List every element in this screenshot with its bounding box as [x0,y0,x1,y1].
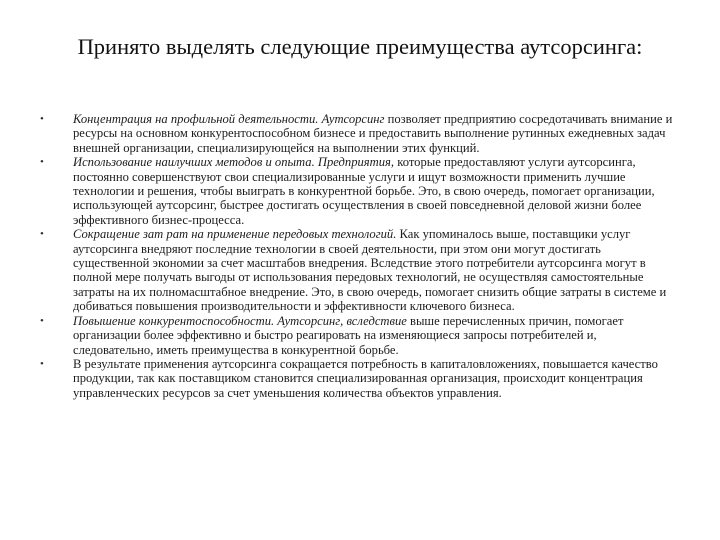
list-item-lead: Повышение конкурентоспособности. Аутсорсинг, вследствие [73,313,407,328]
list-item-text [73,357,673,400]
list-item-text [73,112,673,155]
list-item-body: Как упоминалось выше, поставщики услуг аутсорсинга внедряют последние технологии в своей деятельности, при этом они могут достигать существенной экономии за счет масштабов внедрения. Вследствие этого потребители аутсорсинга могут в полной мере получать выгоды от использования передовых технологий, не осуществляя самостоятельные затраты на их полномасштабное внедрение. Это, в свою очередь, помогает снизить общие затраты в системе и добиваться повышения производительности и эффективности ключевого бизнеса. [73,227,667,314]
advantages-list [40,112,700,400]
list-item-text [73,155,673,227]
list-item-body: которые предоставляют услуги аутсорсинга, постоянно совершенствуют свои специализированные услуги и ищут возможности применить лучшие технологии и решения, чтобы выиграть в конкурентной борьбе. Это, в свою очередь, помогает организации, использующей аутсорсинг, быстрее достигать осуществления в своей повседневной деловой жизни более эффективного бизнес-процесса. [73,155,655,227]
list-item-text [73,314,673,357]
slide-title: Принято выделять следующие преимущества аутсорсинга: [77,34,643,59]
list-item [40,357,700,400]
list-item-body: В результате применения аутсорсинга сокращается потребность в капиталовложениях, повышается качество продукции, так как поставщиком становится специализированная организация, происходит концентрация управленческих ресурсов за счет уменьшения количества объектов управления. [73,356,658,400]
list-item-lead: Сокращение зат рат на применение передовых технологий. [73,227,397,242]
list-item-lead: Концентрация на профильной деятельности. Аутсорсинг [73,112,385,126]
list-item [40,112,700,155]
bullet-icon: • [40,314,44,327]
bullet-icon: • [40,228,44,241]
list-item-text [73,227,673,313]
bullet-icon: • [40,113,44,125]
list-item-lead: Использование наилучших методов и опыта. Предприятия, [73,155,395,170]
list-item [40,314,700,357]
list-item [40,155,700,227]
list-item-body: позволяет предприятию сосредотачивать внимание и ресурсы на основном конкурентоспособном бизнесе и предоставить выполнение рутинных ежедневных задач внешней организации, специализирующейся на выполнении этих функций. [73,112,673,155]
list-item-body: выше перечисленных причин, помогает организации более эффективно и быстро реагировать на изменяющиеся запросы потребителей и, следовательно, иметь преимущества в конкурентной борьбе. [73,313,624,357]
bullet-icon: • [40,357,44,370]
bullet-icon: • [40,156,44,169]
list-item [40,227,700,313]
